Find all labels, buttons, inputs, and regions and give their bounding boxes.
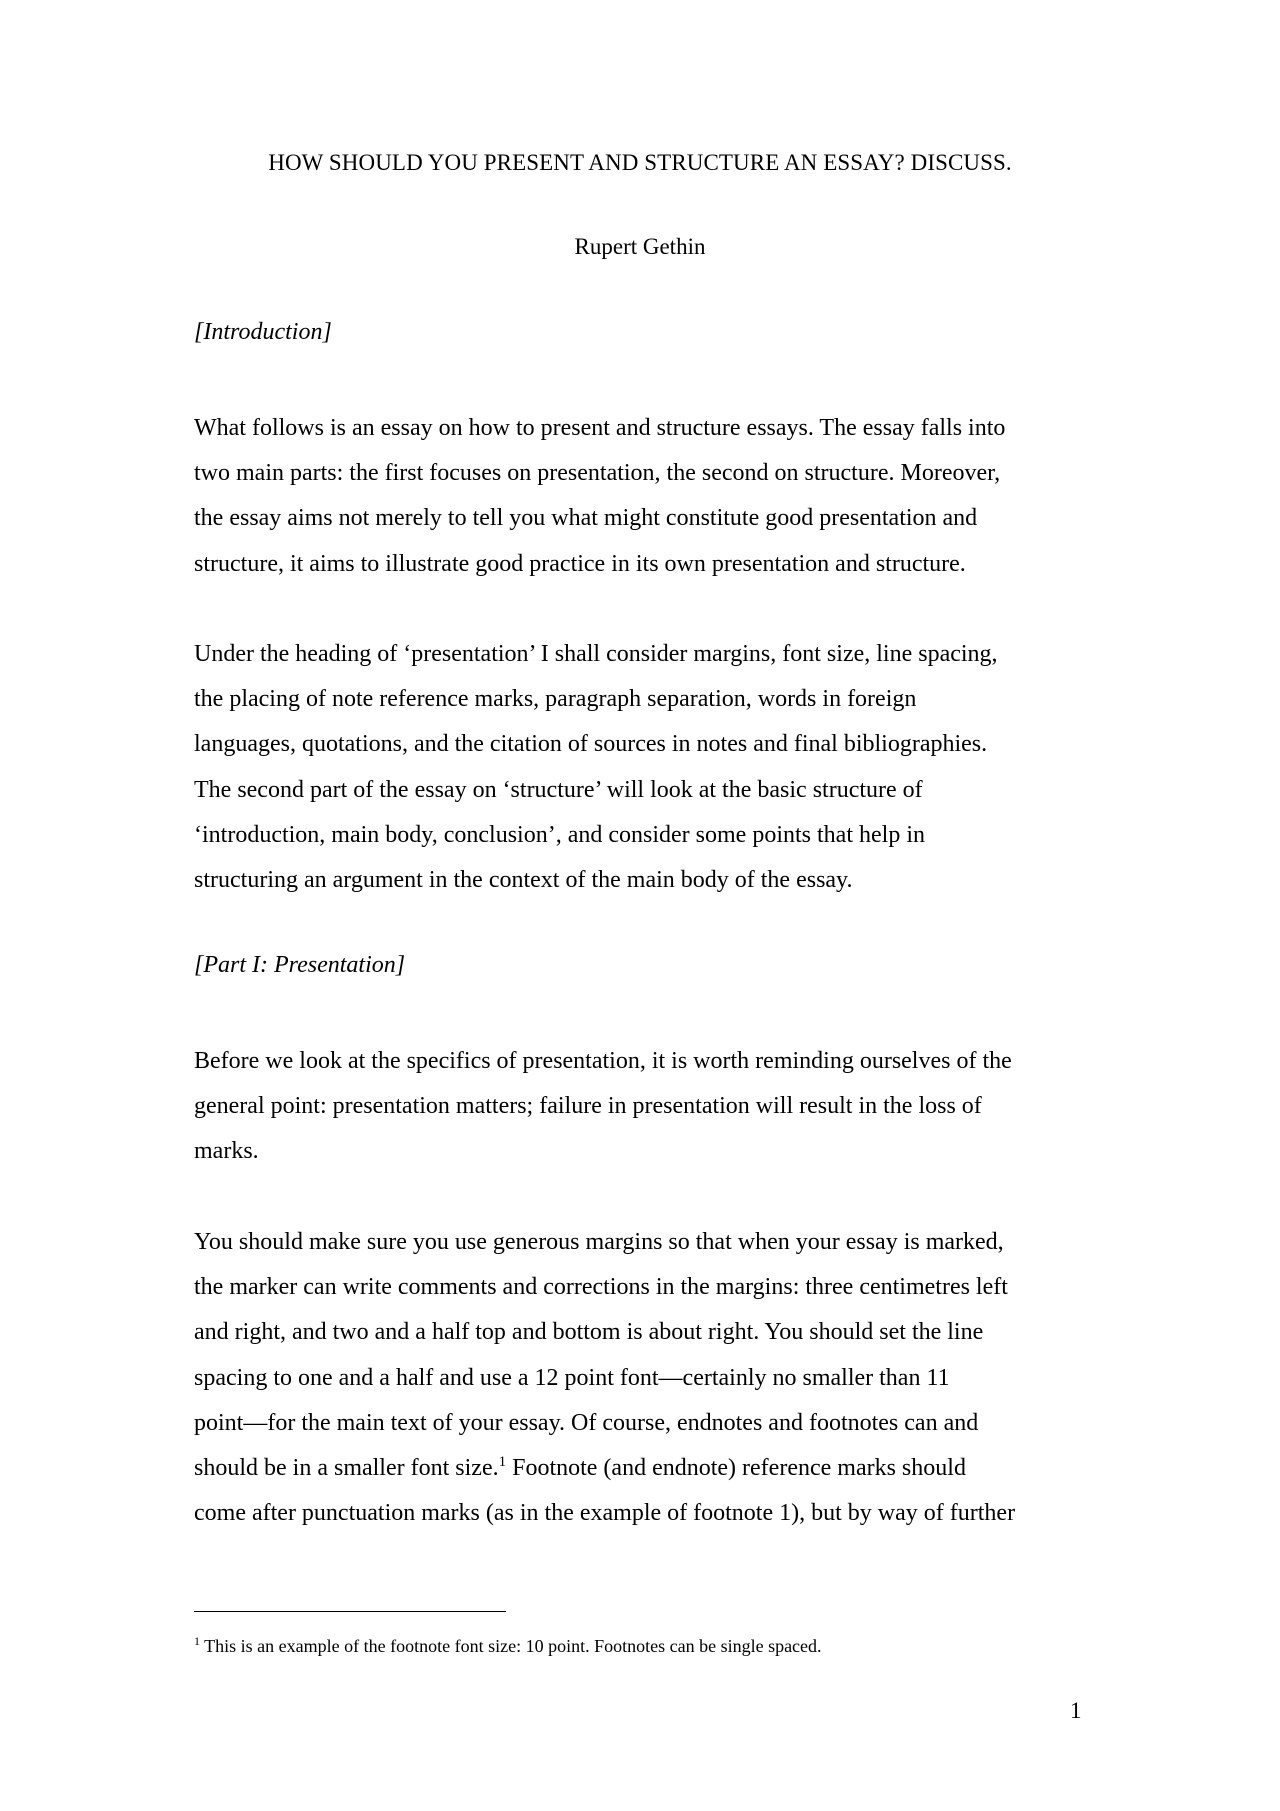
paragraph-line-with-note [194,1446,1094,1491]
paragraph-line: You should make sure you use generous margins so that when your essay is marked, [194,1229,1004,1255]
paragraph-4 [194,1220,1094,1536]
paragraph-line: structuring an argument in the context of the main body of the essay. [194,867,853,894]
footnote-separator [194,1611,506,1612]
paragraph-line: point—for the main text of your essay. Of course, endnotes and footnotes can and [194,1409,979,1436]
line-text-end: Footnote (and endnote) reference marks should [506,1455,966,1482]
footnote-mark: 1 [194,1634,200,1648]
paragraph-line: the placing of note reference marks, paragraph separation, words in foreign [194,686,917,713]
footnote-reference-mark[interactable]: 1 [498,1454,507,1471]
paragraph-line: Before we look at the specifics of presentation, it is worth reminding ourselves of the [194,1048,1012,1074]
author-name: Rupert Gethin [574,234,706,259]
paragraph-line: Under the heading of ‘presentation’ I shall consider margins, font size, line spacing, [194,641,998,667]
paragraph-line: the essay aims not merely to tell you what might constitute good presentation and [194,505,978,532]
essay-title: HOW SHOULD YOU PRESENT AND STRUCTURE AN ESSAY? DISCUSS. [268,150,1012,175]
paragraph-line: What follows is an essay on how to present and structure essays. The essay falls into [194,415,1006,441]
line-text-start: should be in a smaller font size. [194,1455,499,1482]
paragraph-1 [194,406,1094,587]
paragraph-line: general point: presentation matters; failure in presentation will result in the loss of [194,1093,982,1120]
section-heading-introduction: [Introduction] [194,319,332,345]
paragraph-line: two main parts: the first focuses on presentation, the second on structure. Moreover, [194,460,1001,487]
paragraph-line: languages, quotations, and the citation of sources in notes and final bibliographies. [194,731,988,758]
footnote-text: This is an example of the footnote font size: 10 point. Footnotes can be single spaced. [200,1636,822,1656]
paragraph-line: the marker can write comments and corrections in the margins: three centimetres left [194,1274,1008,1301]
footnote [194,1636,822,1657]
paragraph-line: marks. [194,1138,259,1165]
paragraph-line: come after punctuation marks (as in the example of footnote 1), but by way of further [194,1500,1016,1527]
paragraph-line: spacing to one and a half and use a 12 point font—certainly no smaller than 11 [194,1364,950,1391]
paragraph-2 [194,632,1094,903]
paragraph-line: ‘introduction, main body, conclusion’, and consider some points that help in [194,821,925,848]
paragraph-3 [194,1039,1094,1175]
paragraph-line: structure, it aims to illustrate good practice in its own presentation and structure. [194,550,966,577]
section-heading-part1: [Part I: Presentation] [194,952,406,978]
page-number: 1 [1070,1698,1082,1723]
paragraph-line: and right, and two and a half top and bottom is about right. You should set the line [194,1319,984,1346]
paragraph-line: The second part of the essay on ‘structure’ will look at the basic structure of [194,776,923,803]
